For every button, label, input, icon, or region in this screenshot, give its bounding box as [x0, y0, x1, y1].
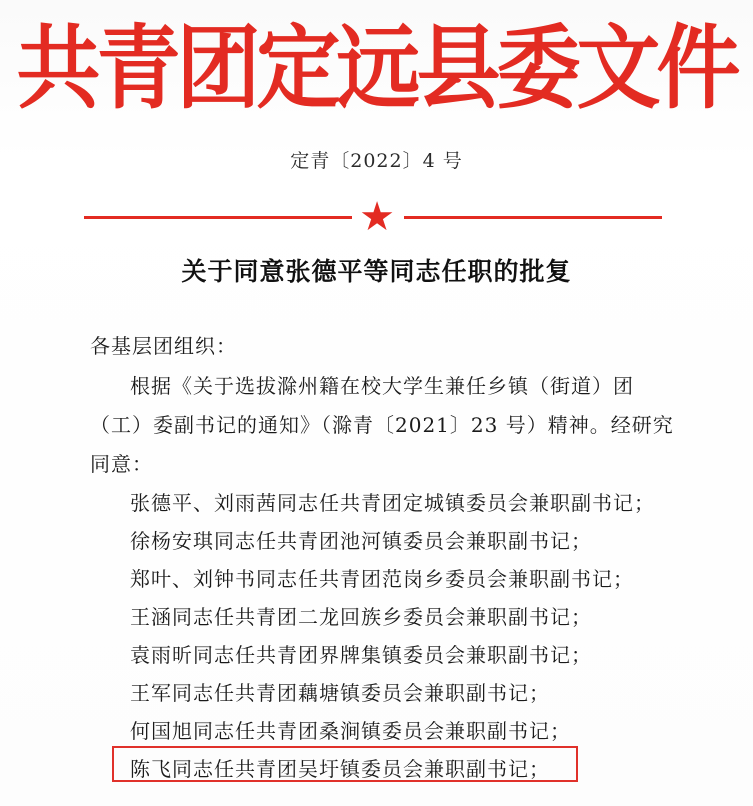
highlight-box — [112, 746, 578, 782]
paragraph-line-3: 同意： — [90, 452, 153, 476]
appointment-item: 袁雨昕同志任共青团界牌集镇委员会兼职副书记； — [130, 643, 592, 667]
masthead-title: 共青团定远县委文件 — [16, 15, 737, 121]
paragraph-line-1: 根据《关于选拔滁州籍在校大学生兼任乡镇（街道）团 — [130, 374, 634, 398]
appointment-item: 王涵同志任共青团二龙回族乡委员会兼职副书记； — [130, 605, 592, 629]
appointment-item-highlighted: 陈飞同志任共青团吴圩镇委员会兼职副书记； — [130, 757, 550, 781]
appointment-list — [130, 484, 655, 788]
appointment-item: 何国旭同志任共青团桑涧镇委员会兼职副书记； — [130, 719, 571, 743]
red-rule-left — [84, 216, 352, 219]
document-number: 定青〔2022〕4 号 — [290, 150, 463, 172]
star-icon: ★ — [359, 194, 395, 240]
document-title: 关于同意张德平等同志任职的批复 — [181, 257, 572, 286]
red-rule-right — [404, 216, 662, 219]
appointment-item: 王军同志任共青团藕塘镇委员会兼职副书记； — [130, 681, 550, 705]
appointment-item: 徐杨安琪同志任共青团池河镇委员会兼职副书记； — [130, 529, 592, 553]
salutation: 各基层团组织： — [90, 334, 237, 358]
paragraph-line-2: （工）委副书记的通知》（滁青〔2021〕23 号）精神。经研究 — [90, 413, 674, 437]
appointment-item: 张德平、刘雨茜同志任共青团定城镇委员会兼职副书记； — [130, 491, 655, 515]
appointment-item: 郑叶、刘钟书同志任共青团范岗乡委员会兼职副书记； — [130, 567, 634, 591]
